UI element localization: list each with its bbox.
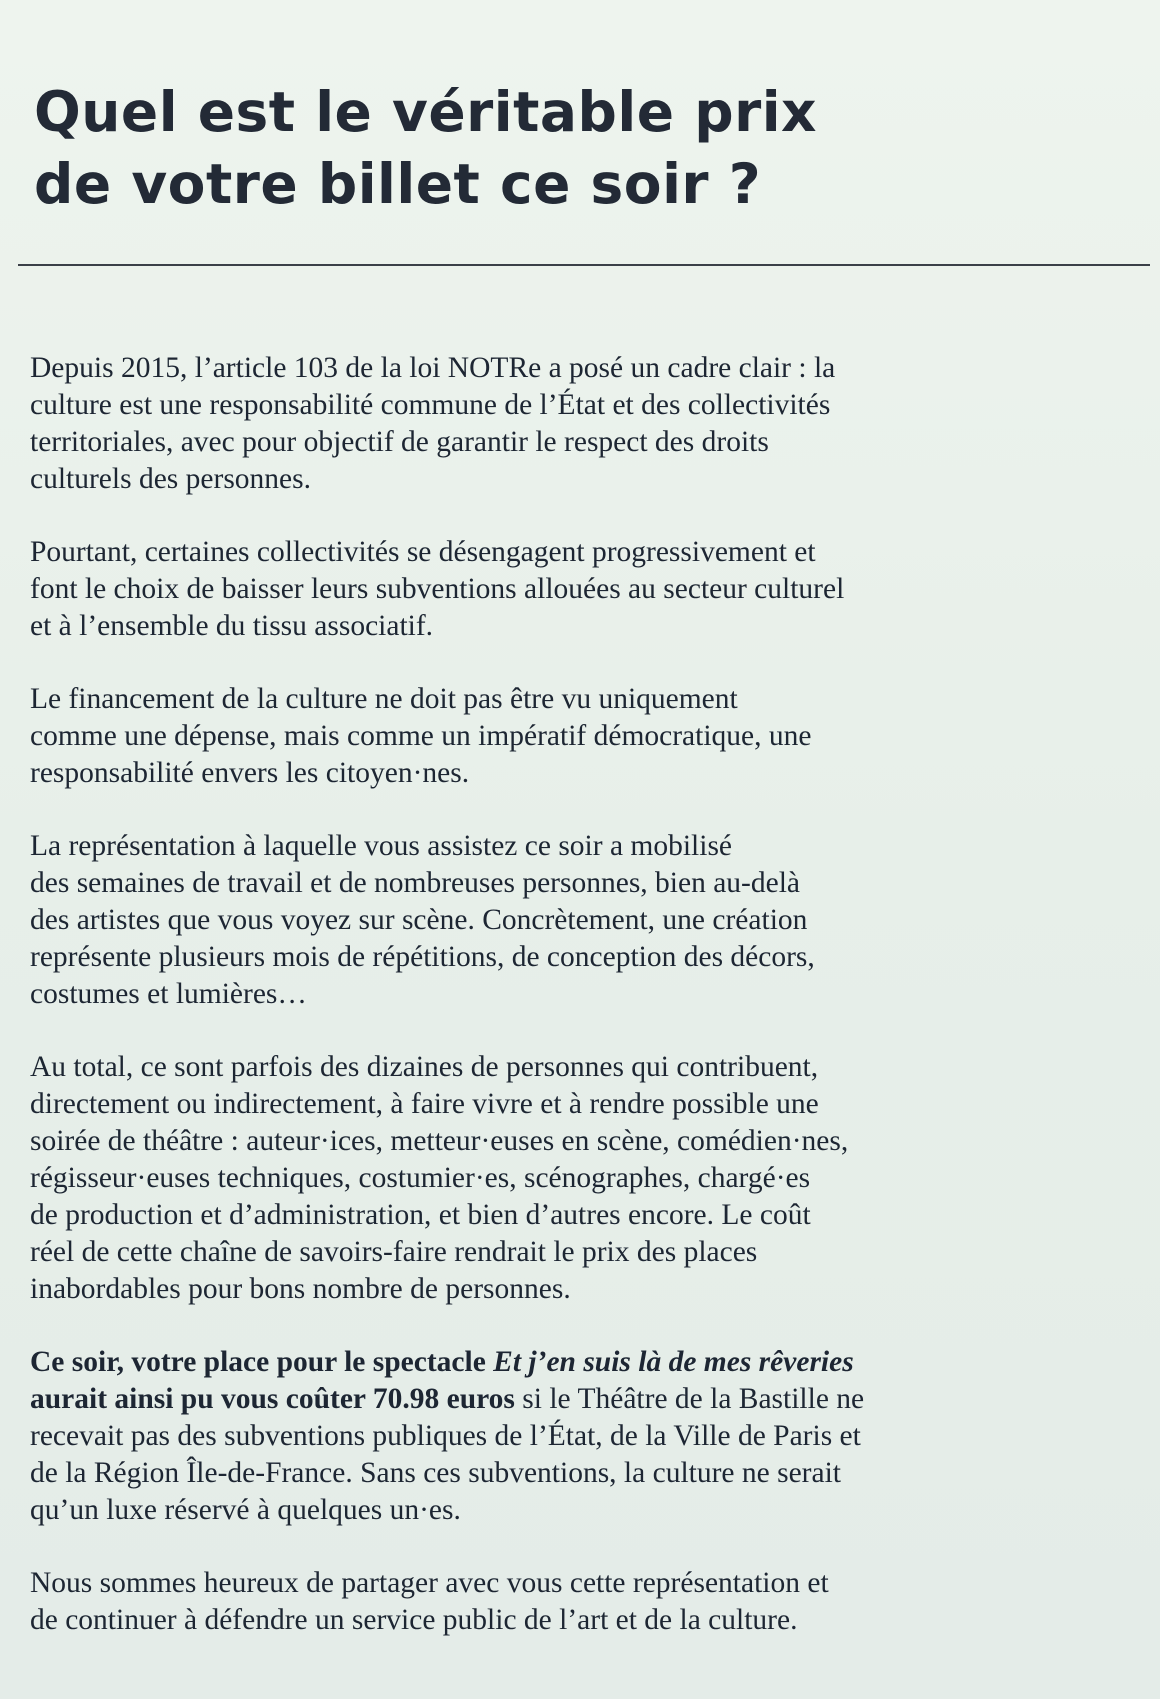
show-title: Et j’en suis là de mes rêveries <box>493 1346 854 1378</box>
title-line-2: de votre billet ce soir ? <box>34 152 762 216</box>
body-text <box>30 350 1140 1675</box>
text-line: des artistes que vous voyez sur scène. Concrètement, une création <box>30 904 808 936</box>
paragraph-loi-notre <box>30 350 1140 498</box>
text-line: culture est une responsabilité commune de l’État et des collectivités <box>30 389 831 421</box>
title-line-1: Quel est le véritable prix <box>34 80 818 144</box>
text-line: Le financement de la culture ne doit pas être vu uniquement <box>30 683 738 715</box>
text-line: costumes et lumières… <box>30 978 307 1010</box>
page-title <box>34 76 1094 220</box>
regular-text: si le Théâtre de la Bastille ne <box>514 1383 865 1415</box>
text-line <box>30 1344 1140 1381</box>
text-line: directement ou indirectement, à faire vivre et à rendre possible une <box>30 1088 819 1120</box>
paragraph-prix-reel <box>30 1344 1140 1529</box>
text-line: Nous sommes heureux de partager avec vous cette représentation et <box>30 1567 829 1599</box>
text-line: La représentation à laquelle vous assistez ce soir a mobilisé <box>30 830 733 862</box>
text-line: de la Région Île-de-France. Sans ces subventions, la culture ne serait <box>30 1457 841 1489</box>
text-line: inabordables pour bons nombre de personnes. <box>30 1273 571 1305</box>
text-line: font le choix de baisser leurs subventions allouées au secteur culturel <box>30 573 845 605</box>
text-line: culturels des personnes. <box>30 463 311 495</box>
text-line: recevait pas des subventions publiques de l’État, de la Ville de Paris et <box>30 1420 861 1452</box>
text-line: comme une dépense, mais comme un impératif démocratique, une <box>30 720 812 752</box>
paragraph-financement <box>30 681 1140 792</box>
bold-lead-text: Ce soir, votre place pour le spectacle <box>30 1346 494 1378</box>
text-line: soirée de théâtre : auteur·ices, metteur·euses en scène, comédien·nes, <box>30 1125 849 1157</box>
paragraph-conclusion <box>30 1565 1140 1639</box>
ticket-price-text: aurait ainsi pu vous coûter 70.98 euros <box>30 1383 515 1415</box>
text-line: et à l’ensemble du tissu associatif. <box>30 610 434 642</box>
text-line: des semaines de travail et de nombreuses personnes, bien au-delà <box>30 867 801 899</box>
text-line: de continuer à défendre un service public de l’art et de la culture. <box>30 1604 798 1636</box>
text-line: territoriales, avec pour objectif de garantir le respect des droits <box>30 426 769 458</box>
paragraph-desengagement <box>30 534 1140 645</box>
title-divider <box>18 264 1150 266</box>
text-line: Pourtant, certaines collectivités se désengagent progressivement et <box>30 536 816 568</box>
text-line: réel de cette chaîne de savoirs-faire rendrait le prix des places <box>30 1236 758 1268</box>
text-line: Au total, ce sont parfois des dizaines de personnes qui contribuent, <box>30 1051 819 1083</box>
paragraph-representation <box>30 828 1140 1013</box>
text-line <box>30 1381 1140 1418</box>
text-line: Depuis 2015, l’article 103 de la loi NOTRe a posé un cadre clair : la <box>30 352 836 384</box>
paragraph-total-personnes <box>30 1049 1140 1308</box>
text-line: responsabilité envers les citoyen·nes. <box>30 757 470 789</box>
text-line: régisseur·euses techniques, costumier·es, scénographes, chargé·es <box>30 1162 811 1194</box>
text-line: représente plusieurs mois de répétitions, de conception des décors, <box>30 941 815 973</box>
text-line: qu’un luxe réservé à quelques un·es. <box>30 1494 461 1526</box>
text-line: de production et d’administration, et bien d’autres encore. Le coût <box>30 1199 811 1231</box>
